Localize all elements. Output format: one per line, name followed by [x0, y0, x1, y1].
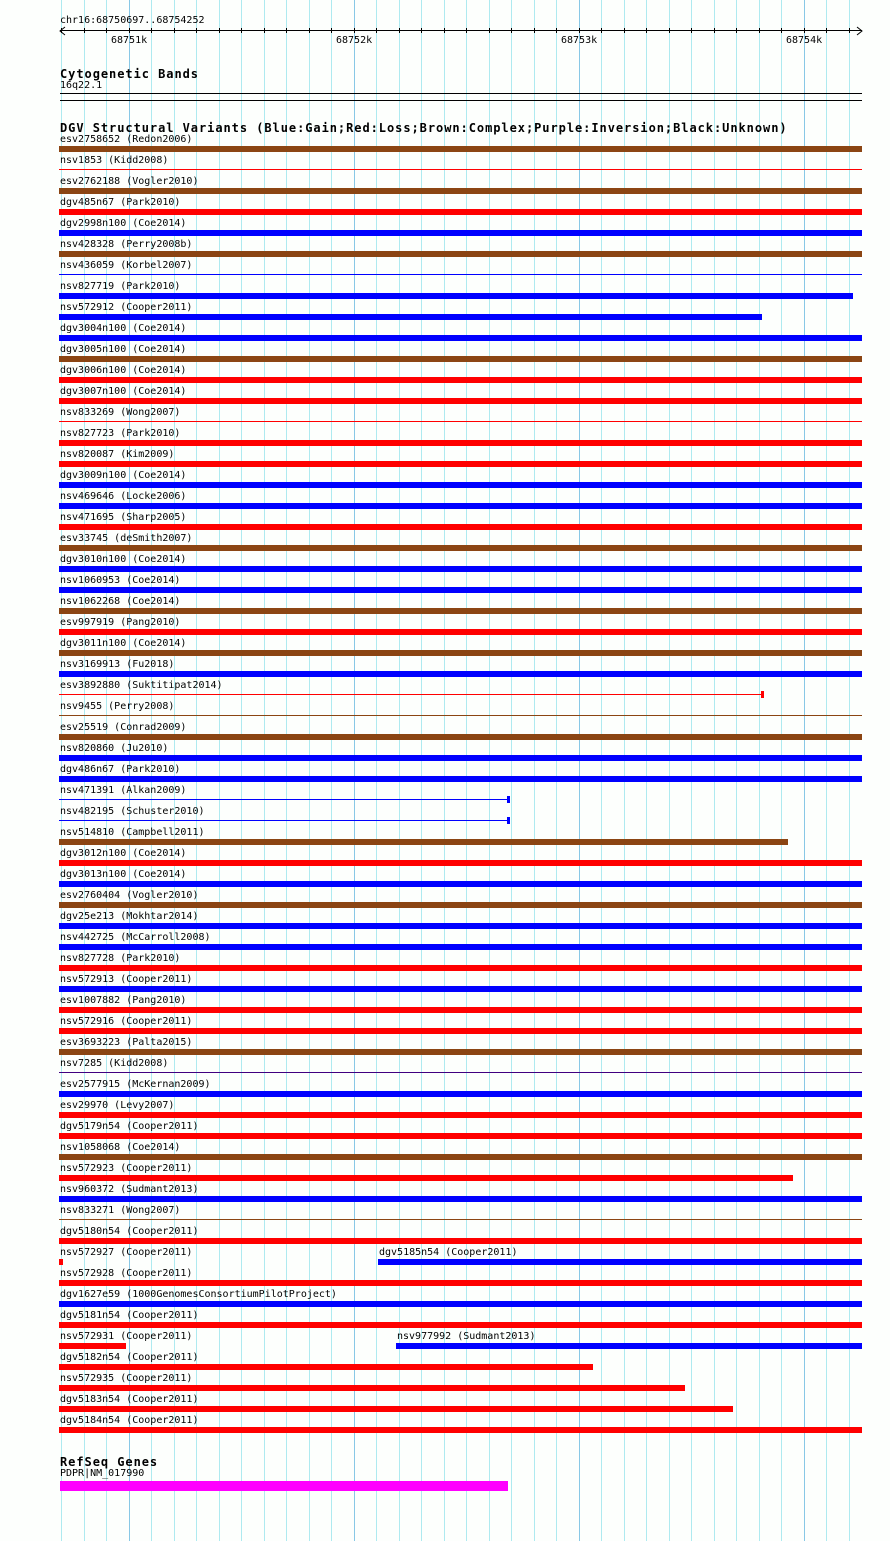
ruler-tick: [714, 28, 715, 33]
variant-bar-gain[interactable]: [59, 671, 862, 677]
location-label: chr16:68750697..68754252: [60, 15, 205, 26]
variant-label[interactable]: esv25519 (Conrad2009): [60, 722, 187, 733]
variant-bar-loss[interactable]: [59, 461, 862, 467]
variant-bar-loss[interactable]: [59, 1175, 793, 1181]
variant-label[interactable]: nsv572923 (Cooper2011): [60, 1163, 193, 1174]
variant-bar-loss[interactable]: [59, 1007, 862, 1013]
variant-bar-loss[interactable]: [59, 169, 862, 170]
variant-bar-gain[interactable]: [59, 820, 508, 821]
variant-label[interactable]: esv2577915 (McKernan2009): [60, 1079, 211, 1090]
variant-label[interactable]: nsv572935 (Cooper2011): [60, 1373, 193, 1384]
variant-label[interactable]: esv2758652 (Redon2006): [60, 134, 193, 145]
variant-bar-loss[interactable]: [59, 1343, 126, 1349]
variant-bar-complex[interactable]: [59, 1154, 862, 1160]
variant-label[interactable]: nsv469646 (Locke2006): [60, 491, 187, 502]
variant-bar-inversion[interactable]: [59, 1072, 862, 1073]
arrow-right-icon: [855, 26, 865, 36]
ruler-tick: [511, 28, 512, 33]
variant-label[interactable]: nsv820087 (Kim2009): [60, 449, 175, 460]
variant-label[interactable]: dgv3009n100 (Coe2014): [60, 470, 187, 481]
variant-bar-loss[interactable]: [59, 1406, 733, 1412]
variant-label[interactable]: nsv471391 (Alkan2009): [60, 785, 187, 796]
ruler-tick: [241, 28, 242, 33]
variant-bar-gain[interactable]: [59, 314, 762, 320]
variant-label[interactable]: nsv960372 (Sudmant2013): [60, 1184, 199, 1195]
variant-bar-gain[interactable]: [59, 776, 862, 782]
ruler-tick: [781, 28, 782, 33]
variant-bar-loss[interactable]: [59, 1385, 685, 1391]
variant-bar-complex[interactable]: [59, 188, 862, 194]
variant-label[interactable]: dgv5185n54 (Cooper2011): [379, 1247, 518, 1258]
variant-bar-gain[interactable]: [59, 482, 862, 488]
ruler-tick: [286, 28, 287, 33]
variant-bar-loss[interactable]: [59, 1280, 862, 1286]
variant-label[interactable]: nsv572928 (Cooper2011): [60, 1268, 193, 1279]
ruler-label: 68752k: [336, 35, 373, 46]
ruler-tick: [129, 28, 130, 33]
variant-bar-complex[interactable]: [59, 715, 862, 716]
variant-label[interactable]: nsv3169913 (Fu2018): [60, 659, 175, 670]
ruler-label: 68753k: [561, 35, 598, 46]
ruler-tick: [624, 28, 625, 33]
variant-label[interactable]: nsv7285 (Kidd2008): [60, 1058, 169, 1069]
ruler-tick: [444, 28, 445, 33]
cytoband-line-bottom: [60, 100, 862, 101]
cytoband-line-top: [60, 93, 862, 94]
variant-bar-gain[interactable]: [59, 1196, 862, 1202]
variant-label[interactable]: dgv486n67 (Park2010): [60, 764, 181, 775]
ruler-tick: [331, 28, 332, 33]
variant-bar-complex[interactable]: [59, 608, 862, 614]
variant-label[interactable]: nsv827728 (Park2010): [60, 953, 181, 964]
variant-bar-complex[interactable]: [59, 356, 862, 362]
variant-bar-loss[interactable]: [59, 209, 862, 215]
variant-bar-gain[interactable]: [59, 881, 862, 887]
variant-bar-loss[interactable]: [59, 1322, 862, 1328]
ruler-tick: [376, 28, 377, 33]
variant-label[interactable]: dgv485n67 (Park2010): [60, 197, 181, 208]
variant-bar-complex[interactable]: [59, 1219, 862, 1220]
ruler-tick: [354, 28, 355, 33]
gene-bar[interactable]: [60, 1481, 508, 1491]
variant-label[interactable]: dgv3010n100 (Coe2014): [60, 554, 187, 565]
variant-bar-gain[interactable]: [59, 587, 862, 593]
variant-label[interactable]: dgv5182n54 (Cooper2011): [60, 1352, 199, 1363]
variant-label[interactable]: dgv3004n100 (Coe2014): [60, 323, 187, 334]
variant-bar-complex[interactable]: [59, 545, 862, 551]
variant-label[interactable]: nsv1058068 (Coe2014): [60, 1142, 181, 1153]
ruler-tick: [421, 28, 422, 33]
variant-label[interactable]: dgv5181n54 (Cooper2011): [60, 1310, 199, 1321]
variant-bar-loss[interactable]: [59, 694, 762, 695]
track-title-dgv: DGV Structural Variants (Blue:Gain;Red:Loss;Brown:Complex;Purple:Inversion;Black:Unknown): [60, 121, 788, 135]
variant-bar-complex[interactable]: [59, 1049, 862, 1055]
ruler-tick: [174, 28, 175, 33]
variant-label[interactable]: dgv3012n100 (Coe2014): [60, 848, 187, 859]
gene-label[interactable]: PDPR|NM_017990: [60, 1468, 145, 1479]
variant-bar-loss[interactable]: [59, 440, 862, 446]
variant-bar-gain[interactable]: [396, 1343, 862, 1349]
ruler-tick: [601, 28, 602, 33]
variant-label[interactable]: dgv5184n54 (Cooper2011): [60, 1415, 199, 1426]
variant-bar-gain[interactable]: [59, 1301, 862, 1307]
variant-bar-gain[interactable]: [59, 986, 862, 992]
variant-label[interactable]: nsv833269 (Wong2007): [60, 407, 181, 418]
variant-bar-loss[interactable]: [59, 1364, 593, 1370]
variant-label[interactable]: nsv1062268 (Coe2014): [60, 596, 181, 607]
ruler-tick: [691, 28, 692, 33]
variant-bar-loss[interactable]: [59, 398, 862, 404]
ruler-label: 68751k: [111, 35, 148, 46]
ruler-tick: [219, 28, 220, 33]
ruler-tick: [106, 28, 107, 33]
variant-label[interactable]: nsv572913 (Cooper2011): [60, 974, 193, 985]
variant-label[interactable]: nsv1853 (Kidd2008): [60, 155, 169, 166]
variant-bar-complex[interactable]: [59, 734, 862, 740]
variant-label[interactable]: nsv1060953 (Coe2014): [60, 575, 181, 586]
variant-bar-gain[interactable]: [59, 923, 862, 929]
ruler-tick: [534, 28, 535, 33]
variant-end-marker: [761, 691, 764, 698]
variant-label[interactable]: esv33745 (deSmith2007): [60, 533, 193, 544]
variant-bar-gain[interactable]: [378, 1259, 862, 1265]
variant-end-marker: [507, 817, 510, 824]
ruler-tick: [736, 28, 737, 33]
ruler-tick: [61, 28, 62, 33]
variant-end-marker: [507, 796, 510, 803]
ruler-tick: [489, 28, 490, 33]
variant-bar-gain[interactable]: [59, 1091, 862, 1097]
variant-label[interactable]: nsv820860 (Ju2010): [60, 743, 169, 754]
variant-bar-loss[interactable]: [59, 1112, 862, 1118]
variant-label[interactable]: esv2762188 (Vogler2010): [60, 176, 199, 187]
variant-bar-loss[interactable]: [59, 1133, 862, 1139]
cytoband-label[interactable]: 16q22.1: [60, 80, 103, 91]
ruler-line: [60, 30, 862, 31]
variant-bar-loss[interactable]: [59, 1427, 862, 1433]
variant-label[interactable]: dgv3006n100 (Coe2014): [60, 365, 187, 376]
variant-bar-gain[interactable]: [59, 755, 862, 761]
variant-label[interactable]: dgv3013n100 (Coe2014): [60, 869, 187, 880]
variant-label[interactable]: nsv827723 (Park2010): [60, 428, 181, 439]
variant-label[interactable]: dgv5180n54 (Cooper2011): [60, 1226, 199, 1237]
ruler-tick: [309, 28, 310, 33]
variant-bar-complex[interactable]: [59, 650, 862, 656]
variant-label[interactable]: nsv833271 (Wong2007): [60, 1205, 181, 1216]
variant-label[interactable]: esv997919 (Pang2010): [60, 617, 181, 628]
ruler-tick: [399, 28, 400, 33]
variant-bar-loss[interactable]: [59, 860, 862, 866]
variant-label[interactable]: dgv3007n100 (Coe2014): [60, 386, 187, 397]
variant-label[interactable]: nsv572931 (Cooper2011): [60, 1331, 193, 1342]
variant-bar-loss[interactable]: [59, 1028, 862, 1034]
variant-bar-gain[interactable]: [59, 230, 862, 236]
variant-bar-loss[interactable]: [59, 965, 862, 971]
track-title-cytobands: Cytogenetic Bands: [60, 67, 199, 81]
variant-bar-gain[interactable]: [59, 503, 862, 509]
variant-label[interactable]: dgv25e213 (Mokhtar2014): [60, 911, 199, 922]
variant-bar-gain[interactable]: [59, 335, 862, 341]
variant-label[interactable]: esv29970 (Levy2007): [60, 1100, 175, 1111]
variant-bar-loss[interactable]: [59, 629, 862, 635]
variant-label[interactable]: dgv3011n100 (Coe2014): [60, 638, 187, 649]
variant-label[interactable]: dgv3005n100 (Coe2014): [60, 344, 187, 355]
ruler-label: 68754k: [786, 35, 823, 46]
variant-bar-complex[interactable]: [59, 146, 862, 152]
ruler-tick: [579, 28, 580, 33]
variant-bar-loss[interactable]: [59, 1259, 63, 1265]
variant-label[interactable]: esv3693223 (Palta2015): [60, 1037, 193, 1048]
variant-bar-complex[interactable]: [59, 251, 862, 257]
variant-label[interactable]: dgv5183n54 (Cooper2011): [60, 1394, 199, 1405]
ruler-tick: [669, 28, 670, 33]
variant-label[interactable]: esv3892880 (Suktitipat2014): [60, 680, 223, 691]
ruler-tick: [646, 28, 647, 33]
variant-bar-complex[interactable]: [59, 902, 862, 908]
ruler-tick: [264, 28, 265, 33]
ruler-tick: [466, 28, 467, 33]
arrow-left-icon: [58, 26, 66, 36]
variant-label[interactable]: esv1007882 (Pang2010): [60, 995, 187, 1006]
variant-label[interactable]: nsv471695 (Sharp2005): [60, 512, 187, 523]
variant-label[interactable]: nsv428328 (Perry2008b): [60, 239, 193, 250]
ruler-tick: [196, 28, 197, 33]
variant-bar-gain[interactable]: [59, 293, 853, 299]
variant-label[interactable]: nsv442725 (McCarroll2008): [60, 932, 211, 943]
variant-label[interactable]: nsv572927 (Cooper2011): [60, 1247, 193, 1258]
ruler-tick: [804, 28, 805, 33]
ruler-tick: [556, 28, 557, 33]
ruler-tick: [151, 28, 152, 33]
variant-label[interactable]: dgv1627e59 (1000GenomesConsortiumPilotProject): [60, 1289, 337, 1300]
variant-label[interactable]: dgv5179n54 (Cooper2011): [60, 1121, 199, 1132]
variant-label[interactable]: nsv977992 (Sudmant2013): [397, 1331, 536, 1342]
variant-bar-gain[interactable]: [59, 274, 862, 275]
ruler-tick: [849, 28, 850, 33]
variant-bar-loss[interactable]: [59, 421, 862, 422]
ruler-tick: [84, 28, 85, 33]
variant-label[interactable]: dgv2998n100 (Coe2014): [60, 218, 187, 229]
variant-label[interactable]: nsv514810 (Campbell2011): [60, 827, 205, 838]
variant-label[interactable]: nsv827719 (Park2010): [60, 281, 181, 292]
ruler-tick: [759, 28, 760, 33]
variant-bar-complex[interactable]: [59, 839, 788, 845]
variant-bar-gain[interactable]: [59, 566, 862, 572]
ruler-tick: [826, 28, 827, 33]
variant-label[interactable]: nsv572916 (Cooper2011): [60, 1016, 193, 1027]
variant-label[interactable]: nsv9455 (Perry2008): [60, 701, 175, 712]
variant-label[interactable]: nsv482195 (Schuster2010): [60, 806, 205, 817]
variant-label[interactable]: esv2760404 (Vogler2010): [60, 890, 199, 901]
track-title-refseq: RefSeq Genes: [60, 1455, 159, 1469]
variant-bar-loss[interactable]: [59, 1238, 862, 1244]
variant-bar-loss[interactable]: [59, 524, 862, 530]
variant-bar-gain[interactable]: [59, 944, 862, 950]
variant-label[interactable]: nsv572912 (Cooper2011): [60, 302, 193, 313]
variant-bar-gain[interactable]: [59, 799, 508, 800]
variant-bar-loss[interactable]: [59, 377, 862, 383]
variant-label[interactable]: nsv436059 (Korbel2007): [60, 260, 193, 271]
